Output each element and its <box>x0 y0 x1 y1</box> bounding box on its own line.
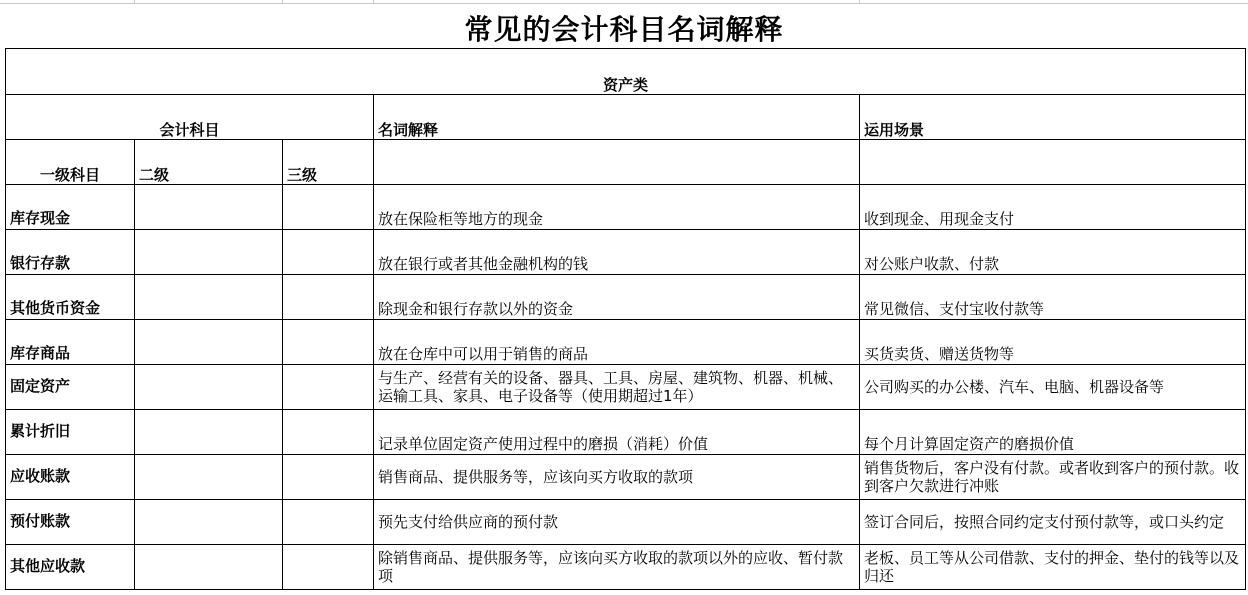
table-row <box>6 455 1246 500</box>
level2-cell[interactable] <box>135 320 283 365</box>
subject-cell[interactable]: 应收账款 <box>6 455 135 500</box>
definition-cell[interactable]: 放在银行或者其他金融机构的钱 <box>374 230 860 275</box>
table-row <box>6 410 1246 455</box>
level2-cell[interactable] <box>135 230 283 275</box>
column-separator <box>134 0 135 4</box>
level2-cell[interactable] <box>135 365 283 410</box>
level2-cell[interactable] <box>135 500 283 545</box>
level3-cell[interactable] <box>283 230 374 275</box>
usage-cell[interactable]: 老板、员工等从公司借款、支付的押金、垫付的钱等以及归还 <box>860 545 1246 590</box>
level3-cell[interactable] <box>283 275 374 320</box>
definition-cell[interactable]: 预先支付给供应商的预付款 <box>374 500 860 545</box>
usage-cell[interactable]: 每个月计算固定资产的磨损价值 <box>860 410 1246 455</box>
level2-cell[interactable] <box>135 410 283 455</box>
table-row <box>6 185 1246 230</box>
subject-cell[interactable]: 其他货币资金 <box>6 275 135 320</box>
level3-cell[interactable] <box>283 500 374 545</box>
definition-cell[interactable]: 销售商品、提供服务等，应该向买方收取的款项 <box>374 455 860 500</box>
usage-cell[interactable]: 签订合同后，按照合同约定支付预付款等，或口头约定 <box>860 500 1246 545</box>
level3-cell[interactable] <box>283 410 374 455</box>
table-row <box>6 230 1246 275</box>
column-separator <box>282 0 283 4</box>
subject-cell[interactable]: 预付账款 <box>6 500 135 545</box>
definition-cell[interactable]: 放在保险柜等地方的现金 <box>374 185 860 230</box>
table-row <box>6 320 1246 365</box>
definition-cell[interactable]: 除现金和银行存款以外的资金 <box>374 275 860 320</box>
subject-cell[interactable]: 累计折旧 <box>6 410 135 455</box>
usage-cell[interactable]: 销售货物后，客户没有付款。或者收到客户的预付款。收到客户欠款进行冲账 <box>860 455 1246 500</box>
definition-cell[interactable]: 与生产、经营有关的设备、器具、工具、房屋、建筑物、机器、机械、运输工具、家具、电子设备等（使用期超过1年） <box>374 365 860 410</box>
subject-cell[interactable]: 银行存款 <box>6 230 135 275</box>
table-row <box>6 365 1246 410</box>
definition-header[interactable]: 名词解释 <box>374 95 860 140</box>
definition-cell[interactable]: 除销售商品、提供服务等，应该向买方收取的款项以外的应收、暂付款项 <box>374 545 860 590</box>
empty-cell[interactable] <box>860 140 1246 185</box>
usage-cell[interactable]: 收到现金、用现金支付 <box>860 185 1246 230</box>
level2-cell[interactable] <box>135 185 283 230</box>
subject-header[interactable]: 会计科目 <box>6 95 374 140</box>
level3-cell[interactable] <box>283 320 374 365</box>
accounting-subjects-table <box>5 48 1246 590</box>
usage-header[interactable]: 运用场景 <box>860 95 1246 140</box>
level3-header[interactable]: 三级 <box>283 140 374 185</box>
level3-cell[interactable] <box>283 185 374 230</box>
level1-header[interactable]: 一级科目 <box>6 140 135 185</box>
level3-cell[interactable] <box>283 455 374 500</box>
level2-cell[interactable] <box>135 275 283 320</box>
column-separator <box>859 0 860 4</box>
level2-cell[interactable] <box>135 455 283 500</box>
usage-cell[interactable]: 对公账户收款、付款 <box>860 230 1246 275</box>
column-header-strip <box>0 0 1248 4</box>
subject-cell[interactable]: 库存商品 <box>6 320 135 365</box>
level2-header[interactable]: 二级 <box>135 140 283 185</box>
table-row <box>6 545 1246 590</box>
category-header[interactable]: 资产类 <box>6 49 1246 95</box>
level2-cell[interactable] <box>135 545 283 590</box>
level3-cell[interactable] <box>283 545 374 590</box>
usage-cell[interactable]: 常见微信、支付宝收付款等 <box>860 275 1246 320</box>
definition-cell[interactable]: 记录单位固定资产使用过程中的磨损（消耗）价值 <box>374 410 860 455</box>
definition-cell[interactable]: 放在仓库中可以用于销售的商品 <box>374 320 860 365</box>
level3-cell[interactable] <box>283 365 374 410</box>
subject-cell[interactable]: 其他应收款 <box>6 545 135 590</box>
subject-cell[interactable]: 固定资产 <box>6 365 135 410</box>
subject-cell[interactable]: 库存现金 <box>6 185 135 230</box>
column-separator <box>373 0 374 4</box>
usage-cell[interactable]: 买货卖货、赠送货物等 <box>860 320 1246 365</box>
usage-cell[interactable]: 公司购买的办公楼、汽车、电脑、机器设备等 <box>860 365 1246 410</box>
table-row <box>6 275 1246 320</box>
table-row <box>6 500 1246 545</box>
empty-cell[interactable] <box>374 140 860 185</box>
page-title: 常见的会计科目名词解释 <box>464 13 784 46</box>
